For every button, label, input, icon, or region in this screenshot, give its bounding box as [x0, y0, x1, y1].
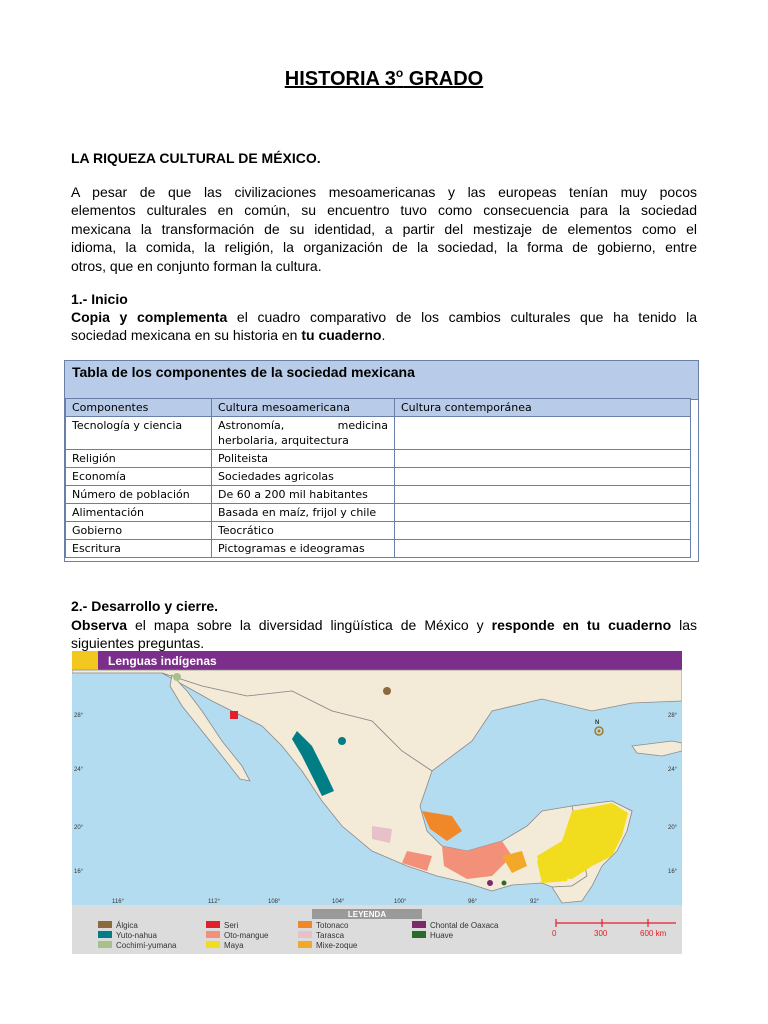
region-seri — [230, 711, 238, 719]
lat-label-left: 28° — [74, 713, 84, 719]
map-title: Lenguas indígenas — [108, 654, 217, 668]
table-row — [66, 417, 691, 450]
table-cell — [395, 486, 691, 504]
lon-label: 96° — [468, 899, 478, 905]
instruction-bold: Observa — [71, 617, 128, 633]
paragraph-line: idioma, la comida, la religión, la organización de la sociedad, la forma de gobierno, entre — [71, 239, 697, 256]
legend-label: Totonaco — [316, 921, 349, 930]
table-cell: Pictogramas e ideogramas — [212, 540, 395, 558]
lon-label: 100° — [394, 899, 407, 905]
table-cell: Religión — [66, 450, 212, 468]
region-chontal — [487, 880, 493, 886]
table-cell: De 60 a 200 mil habitantes — [212, 486, 395, 504]
lat-label-right: 28° — [668, 713, 678, 719]
region-cochimi-yumana — [173, 673, 181, 681]
scale-label: 300 — [594, 929, 608, 938]
legend-swatch — [98, 921, 112, 928]
legend-label: Yuto-nahua — [116, 931, 157, 940]
legend-swatch — [206, 921, 220, 928]
instruction-text: las — [671, 617, 698, 633]
header-componentes: Componentes — [66, 399, 212, 417]
table-cell: Basada en maíz, frijol y chile — [212, 504, 395, 522]
paragraph-line: otros, que en conjunto forman la cultura. — [71, 257, 322, 274]
legend-swatch — [98, 941, 112, 948]
paragraph-line: elementos culturales en común, su encuentro tuvo como consecuencia para la sociedad — [71, 202, 697, 219]
legend-swatch — [206, 931, 220, 938]
legend-title: LEYENDA — [347, 910, 387, 919]
header-mesoamericana: Cultura mesoamericana — [212, 399, 395, 417]
instruction-line — [71, 326, 697, 344]
region-yuto-nahua — [338, 737, 346, 745]
instruction-line — [71, 308, 697, 326]
map-header-tab — [72, 651, 98, 670]
comparison-table — [64, 360, 699, 562]
paragraph-line: A pesar de que las civilizaciones mesoamericanas y las europeas tenían muy pocos — [71, 184, 697, 200]
legend-swatch — [412, 931, 426, 938]
table-cell: Teocrático — [212, 522, 395, 540]
legend-label: Tarasca — [316, 931, 345, 940]
lat-label-right: 20° — [668, 825, 678, 831]
instruction-text: . — [381, 327, 386, 344]
table-row — [66, 504, 691, 522]
legend-swatch — [298, 931, 312, 938]
legend-label: Oto-mangue — [224, 931, 269, 940]
legend-label: Chontal de Oaxaca — [430, 921, 499, 930]
region-huave — [502, 881, 507, 886]
indigenous-languages-map — [72, 651, 682, 954]
table-header-row — [66, 399, 691, 417]
table-cell — [395, 522, 691, 540]
legend-swatch — [298, 921, 312, 928]
lon-label: 92° — [530, 899, 540, 905]
lat-label-left: 16° — [74, 869, 84, 875]
inicio-instructions — [71, 308, 697, 345]
region-algica — [383, 687, 391, 695]
legend-swatch — [206, 941, 220, 948]
north-label: N — [595, 720, 600, 726]
intro-paragraph — [71, 183, 697, 275]
table-cell: Sociedades agricolas — [212, 468, 395, 486]
instruction-text: el cuadro comparativo de los cambios culturales que ha tenido la — [227, 309, 698, 325]
legend-swatch — [98, 931, 112, 938]
instruction-line — [71, 616, 697, 634]
legend-label: Seri — [224, 921, 239, 930]
table-caption-bar — [65, 361, 698, 400]
paragraph-line: mexicana la transformación de su identidad, a partir del mestizaje de elementos como el — [71, 220, 697, 237]
instruction-bold: tu cuaderno — [301, 327, 382, 344]
page-title: HISTORIA 3$^o$ GRADO — [284, 66, 484, 90]
table-cell: Escritura — [66, 540, 212, 558]
table-cell — [395, 504, 691, 522]
table-row — [66, 486, 691, 504]
legend-label: Huave — [430, 931, 454, 940]
table-cell: Alimentación — [66, 504, 212, 522]
table-cell: Astronomía, medicina herbolaria, arquitectura — [212, 417, 395, 450]
table-cell — [395, 450, 691, 468]
legend-label: Cochimí-yumana — [116, 941, 177, 950]
table-cell: Politeista — [212, 450, 395, 468]
lon-label: 116° — [112, 899, 124, 905]
table-cell: Tecnología y ciencia — [66, 417, 212, 450]
instruction-text: el mapa sobre la diversidad lingüística de México y — [127, 617, 492, 633]
lat-label-left: 20° — [74, 825, 84, 831]
table-row — [66, 468, 691, 486]
legend-swatch — [412, 921, 426, 928]
table-cell — [395, 417, 691, 450]
header-contemporanea: Cultura contemporánea — [395, 399, 691, 417]
table-cell: Número de población — [66, 486, 212, 504]
table-row — [66, 450, 691, 468]
legend-label: Maya — [224, 941, 244, 950]
lon-label: 112° — [208, 899, 220, 905]
table-cell — [395, 468, 691, 486]
table-caption: Tabla de los componentes de la sociedad mexicana — [72, 364, 415, 380]
components-table — [65, 398, 691, 558]
legend-swatch — [298, 941, 312, 948]
lat-label-right: 16° — [668, 869, 678, 875]
lon-label: 104° — [332, 899, 345, 905]
table-cell — [395, 540, 691, 558]
instruction-bold: responde en tu cuaderno — [491, 617, 672, 633]
instruction-text: sociedad mexicana en su historia en — [71, 327, 302, 344]
desarrollo-instructions — [71, 616, 697, 653]
legend-label: Álgica — [116, 921, 138, 930]
legend-label: Mixe-zoque — [316, 941, 358, 950]
desarrollo-heading: 2.- Desarrollo y cierre. — [71, 598, 219, 614]
table-row — [66, 522, 691, 540]
lat-label-left: 24° — [74, 767, 84, 773]
instruction-bold: Copia y complementa — [71, 309, 228, 325]
section-subtitle: LA RIQUEZA CULTURAL DE MÉXICO. — [71, 150, 321, 166]
table-row — [66, 540, 691, 558]
lon-label: 108° — [268, 899, 281, 905]
table-cell: Economía — [66, 468, 212, 486]
inicio-heading: 1.- Inicio — [71, 291, 128, 307]
scale-label: 0 — [552, 929, 557, 938]
scale-label: 600 km — [640, 929, 667, 938]
instruction-line: siguientes preguntas. — [71, 635, 205, 652]
table-cell: Gobierno — [66, 522, 212, 540]
lat-label-right: 24° — [668, 767, 678, 773]
